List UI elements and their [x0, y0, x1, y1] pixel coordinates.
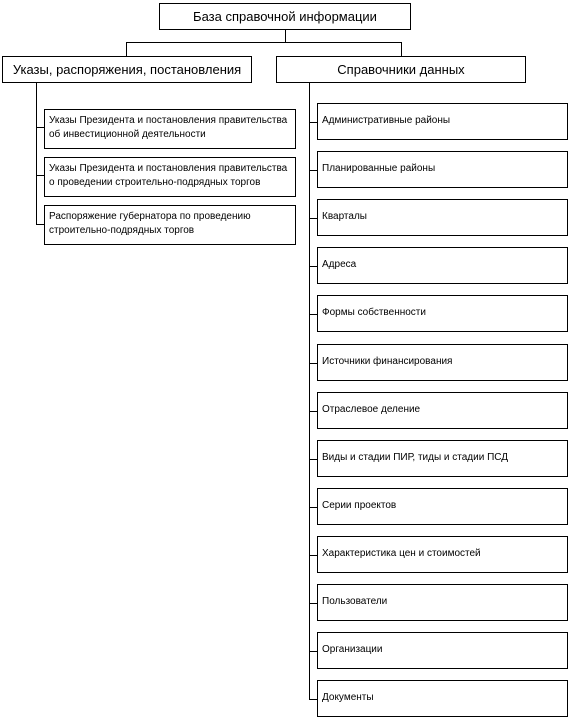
right-item-connector — [309, 266, 317, 267]
root-connector-horizontal — [126, 42, 402, 43]
left-item-label: Распоряжение губернатора по проведению строительно-подрядных торгов — [49, 211, 251, 236]
right-item-label: Административные районы — [322, 114, 451, 126]
right-item — [317, 584, 568, 621]
right-item-connector — [309, 603, 317, 604]
right-branch-node — [276, 56, 526, 83]
left-item-connector — [36, 127, 44, 128]
right-item-label: Формы собственности — [322, 306, 426, 318]
left-spine — [36, 83, 37, 224]
right-item — [317, 295, 568, 332]
left-branch-label: Указы, распоряжения, постановления — [12, 62, 242, 77]
right-spine — [309, 83, 310, 699]
right-item-label: Адреса — [322, 258, 357, 270]
right-item-connector — [309, 411, 317, 412]
left-item-connector — [36, 224, 44, 225]
right-item — [317, 488, 568, 525]
left-item — [44, 157, 296, 197]
left-item — [44, 109, 296, 149]
right-item-connector — [309, 218, 317, 219]
right-item — [317, 392, 568, 429]
right-item-connector — [309, 651, 317, 652]
left-item-label: Указы Президента и постановления правительства о проведении строительно-подрядных торгов — [49, 163, 288, 188]
right-item-connector — [309, 170, 317, 171]
right-branch-label: Справочники данных — [337, 62, 465, 77]
right-item — [317, 536, 568, 573]
right-item — [317, 247, 568, 284]
right-item-connector — [309, 507, 317, 508]
root-node — [159, 3, 411, 30]
right-item-label: Кварталы — [322, 210, 367, 222]
right-item-label: Источники финансирования — [322, 355, 453, 367]
left-item-label: Указы Президента и постановления правительства об инвестиционной деятельности — [49, 115, 288, 140]
right-item-connector — [309, 699, 317, 700]
right-branch-connector — [401, 42, 402, 56]
right-item-label: Документы — [322, 691, 374, 703]
right-item — [317, 680, 568, 717]
right-item-connector — [309, 363, 317, 364]
right-item-label: Организации — [322, 643, 383, 655]
left-branch-node — [2, 56, 252, 83]
right-item-label: Пользователи — [322, 595, 388, 607]
right-item — [317, 103, 568, 140]
left-item — [44, 205, 296, 245]
root-connector-vertical — [285, 30, 286, 42]
right-item-connector — [309, 555, 317, 556]
right-item-connector — [309, 122, 317, 123]
right-item — [317, 344, 568, 381]
right-item — [317, 151, 568, 188]
right-item — [317, 199, 568, 236]
right-item-label: Планированные районы — [322, 162, 436, 174]
right-item-label: Серии проектов — [322, 499, 397, 511]
right-item — [317, 632, 568, 669]
left-branch-connector — [126, 42, 127, 56]
right-item — [317, 440, 568, 477]
right-item-label: Характеристика цен и стоимостей — [322, 547, 481, 559]
left-item-connector — [36, 175, 44, 176]
right-item-connector — [309, 314, 317, 315]
right-item-label: Отраслевое деление — [322, 403, 421, 415]
right-item-connector — [309, 459, 317, 460]
right-item-label: Виды и стадии ПИР, тиды и стадии ПСД — [322, 451, 509, 463]
root-node-label: База справочной информации — [193, 9, 377, 24]
